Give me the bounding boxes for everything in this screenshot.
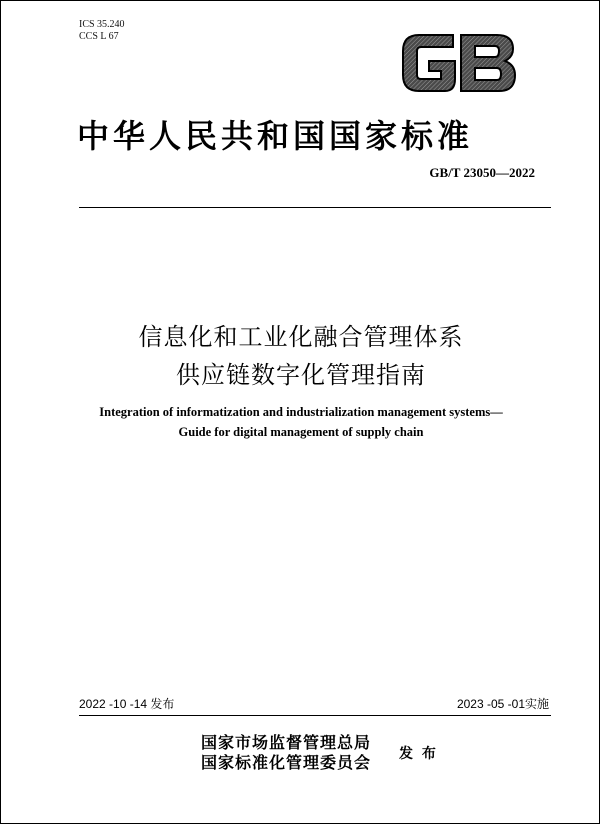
issuer-samr: 国家市场监督管理总局 (201, 733, 372, 752)
issue-date: 2022 -10 -14 发布 (79, 697, 175, 711)
ccs-code: CCS L 67 (79, 31, 119, 42)
classification-codes (79, 19, 125, 43)
english-title-line-1: Integration of informatization and industrialization management systems— (99, 405, 503, 419)
publish-label: 发 布 (399, 746, 438, 762)
issuing-authorities (201, 733, 371, 773)
implementation-date: 2023 -05 -01实施 (456, 697, 549, 711)
standard-type-heading: 中华人民共和国国家标准 (77, 117, 474, 155)
bottom-divider (79, 715, 551, 716)
gb-logo-icon (399, 31, 519, 95)
top-divider (79, 207, 551, 208)
chinese-title-line-1: 信息化和工业化融合管理体系 (138, 323, 464, 351)
standard-number: GB/T 23050—2022 (429, 165, 535, 180)
chinese-title-line-2: 供应链数字化管理指南 (176, 361, 426, 389)
issuer-sac: 国家标准化管理委员会 (201, 753, 372, 772)
english-title-line-2: Guide for digital management of supply chain (178, 425, 424, 439)
ics-code: ICS 35.240 (79, 19, 125, 30)
